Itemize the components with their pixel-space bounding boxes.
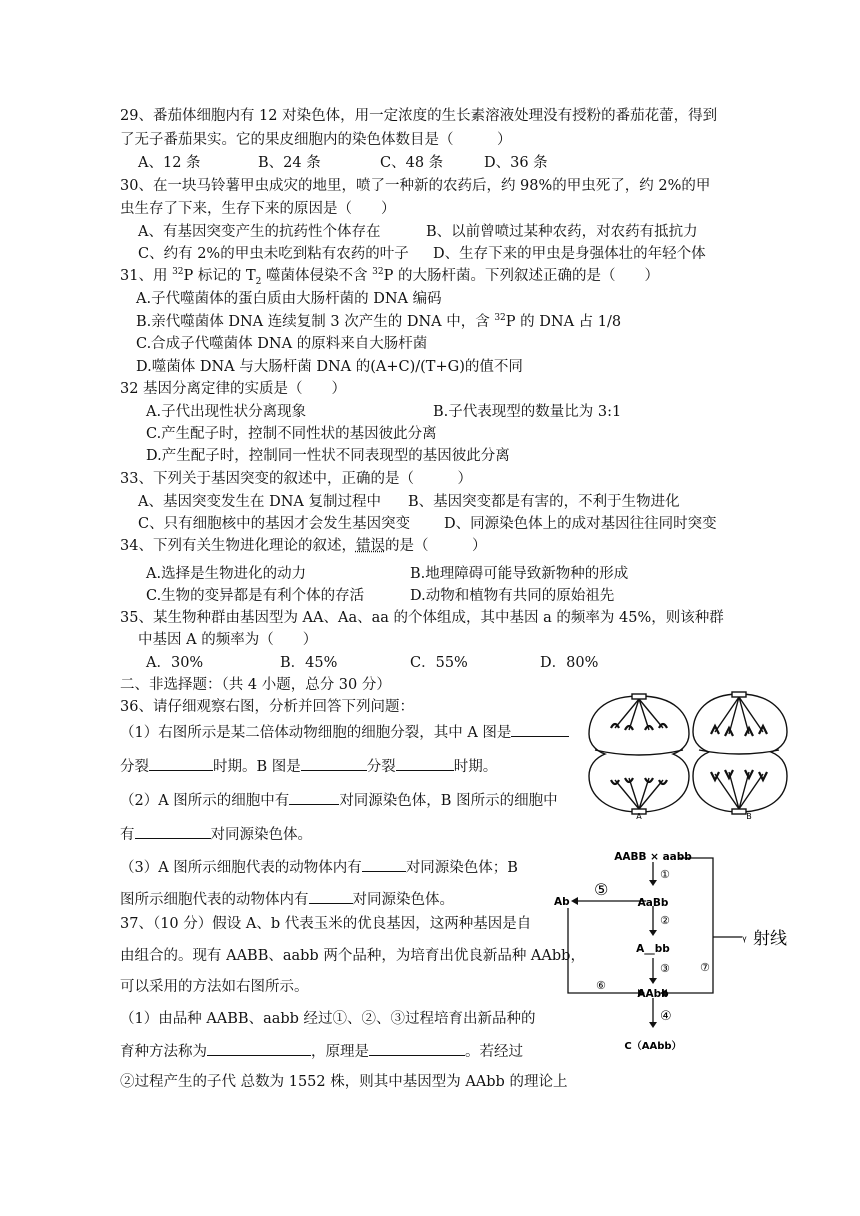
q31-opt-b: B.亲代噬菌体 DNA 连续复制 3 次产生的 DNA 中，含 $^{32}$P 的 DNA 占 1/8 [136,313,622,330]
q29-line1: 29、番茄体细胞内有 12 对染色体，用一定浓度的生长素溶液处理没有授粉的番茄花蕾，得到 [120,108,718,124]
q36-p3-line2: 图所示细胞代表的动物体内有 对同源染色体。 [120,889,454,910]
q30-opt-a: A、有基因突变产生的抗药性个体存在 [138,224,381,240]
selected-label: A__bb [636,943,670,955]
step-6-label: ⑥ [596,979,606,992]
step-2-label: ② [660,914,670,927]
q37-line5: 育种方法称为 ，原理是 。若经过 [120,1041,523,1062]
q34-opt-c: C.生物的变异都是有利个体的存活 [146,588,365,604]
q37-line2: 由组合的。现有 AABB、aabb 两个品种，为培育出优良新品种 AAbb， [120,948,585,964]
q31-opt-c: C.合成子代噬菌体 DNA 的原料来自大肠杆菌 [136,336,428,352]
q36-p1-line2: 分裂 时期。B 图是 分裂 时期。 [120,756,497,777]
q35-line1: 35、某生物种群由基因型为 AA、Aa、aa 的个体组成，其中基因 a 的频率为 45%，则该种群 [120,610,724,626]
q35-opt-d: D．80% [540,655,599,671]
step-1-label: ① [660,868,670,881]
q33-opt-a: A、基因突变发生在 DNA 复制过程中 [138,494,381,510]
step-7-label: ⑦ [700,961,710,974]
step-5-label: ⑤ [594,880,609,899]
new-variety-label: AAbb [637,988,669,1000]
q30-opt-c: C、约有 2%的甲虫未吃到粘有农药的叶子 [138,246,409,262]
q33-opt-b: B、基因突变都是有害的，不利于生物进化 [408,494,680,510]
result-label: C（AAbb） [624,1041,682,1052]
q34-opt-d: D.动物和植物有共同的原始祖先 [410,588,615,604]
step-3-label: ③ [660,962,670,975]
q36-p2-line1: （2）A 图所示的细胞中有 对同源染色体，B 图所示的细胞中 [120,790,558,811]
q30-opt-b: B、以前曾喷过某种农药，对农药有抵抗力 [426,224,698,240]
q35-opt-c: C．55% [410,655,468,671]
q31-opt-a: A.子代噬菌体的蛋白质由大肠杆菌的 DNA 编码 [136,291,442,307]
q37-line4: （1）由品种 AABB、aabb 经过①、②、③过程培育出新品种的 [120,1011,536,1027]
q30-line2: 虫生存了下来，生存下来的原因是（ ） [120,201,396,217]
q30-line1: 30、在一块马铃薯甲虫成灾的地里，喷了一种新的农药后，约 98%的甲虫死了，约 2%的甲 [120,178,711,194]
q30-opt-d: D、生存下来的甲虫是身强体壮的年轻个体 [433,246,706,262]
ray-label: 射线 [753,929,787,949]
cell-b-label: B [746,812,752,820]
q29-opt-a: A、12 条 [138,155,201,171]
haploid-label: Ab [554,896,570,908]
q36-p2-line2: 有 对同源染色体。 [120,824,312,845]
cell-b-diagram [693,692,787,814]
q37-line6: ②过程产生的子代 总数为 1552 株，则其中基因型为 AAbb 的理论上 [120,1074,568,1090]
gamma-label: γ [742,934,747,943]
q29-opt-d: D、36 条 [484,155,548,171]
q36-p1-line1: （1）右图所示是某二倍体动物细胞的细胞分裂，其中 A 图是 [120,722,569,743]
q32-opt-b: B.子代表现型的数量比为 3:1 [433,404,622,420]
q32-opt-d: D.产生配子时，控制同一性状不同表现型的基因彼此分离 [146,448,510,464]
q29-line2: 了无子番茄果实。它的果皮细胞内的染色体数目是（ ） [120,132,512,148]
q31-stem: 31、用 $^{32}$P 标记的 $T_2$ 噬菌体侵染不含 $^{32}$P 的大肠杆菌。下列叙述正确的是（ ） [120,267,659,287]
q33-opt-c: C、只有细胞核中的基因才会发生基因突变 [138,516,411,532]
f1-label: AaBb [637,897,669,909]
parents-label: AABB × aabb [614,851,692,863]
q35-opt-a: A．30% [146,655,204,671]
q35-line2: 中基因 A 的频率为（ ） [138,632,318,648]
q32-stem: 32 基因分离定律的实质是（ ） [120,381,347,397]
q34-opt-b: B.地理障碍可能导致新物种的形成 [410,566,629,582]
q35-opt-b: B．45% [280,655,338,671]
q29-opt-b: B、24 条 [258,155,321,171]
cell-a-label: A [636,812,642,820]
q33-stem: 33、下列关于基因突变的叙述中，正确的是（ ） [120,471,472,487]
q34-stem: 34、下列有关生物进化理论的叙述，错误的是（ ） [120,538,487,554]
cell-division-figure [585,688,790,820]
breeding-flow-diagram [550,848,800,1058]
q34-opt-a: A.选择是生物进化的动力 [146,566,307,582]
section-heading: 二、非选择题：（共 4 小题，总分 30 分） [120,677,391,693]
step-4-label: ④ [660,1009,672,1024]
q31-opt-d: D.噬菌体 DNA 与大肠杆菌 DNA 的(A+C)/(T+G)的值不同 [136,359,523,375]
cell-a-diagram [589,694,689,814]
q37-line1: 37、（10 分）假设 A、b 代表玉米的优良基因，这两种基因是自 [120,916,532,932]
q29-opt-c: C、48 条 [380,155,444,171]
q33-opt-d: D、同源染色体上的成对基因往往同时突变 [444,516,717,532]
q36-stem: 36、请仔细观察右图，分析并回答下列问题： [120,699,414,715]
q37-line3: 可以采用的方法如右图所示。 [120,979,309,995]
q36-p3-line1: （3）A 图所示细胞代表的动物体内有 对同源染色体；B [120,857,518,878]
q32-opt-a: A.子代出现性状分离现象 [146,404,307,420]
q32-opt-c: C.产生配子时，控制不同性状的基因彼此分离 [146,426,437,442]
